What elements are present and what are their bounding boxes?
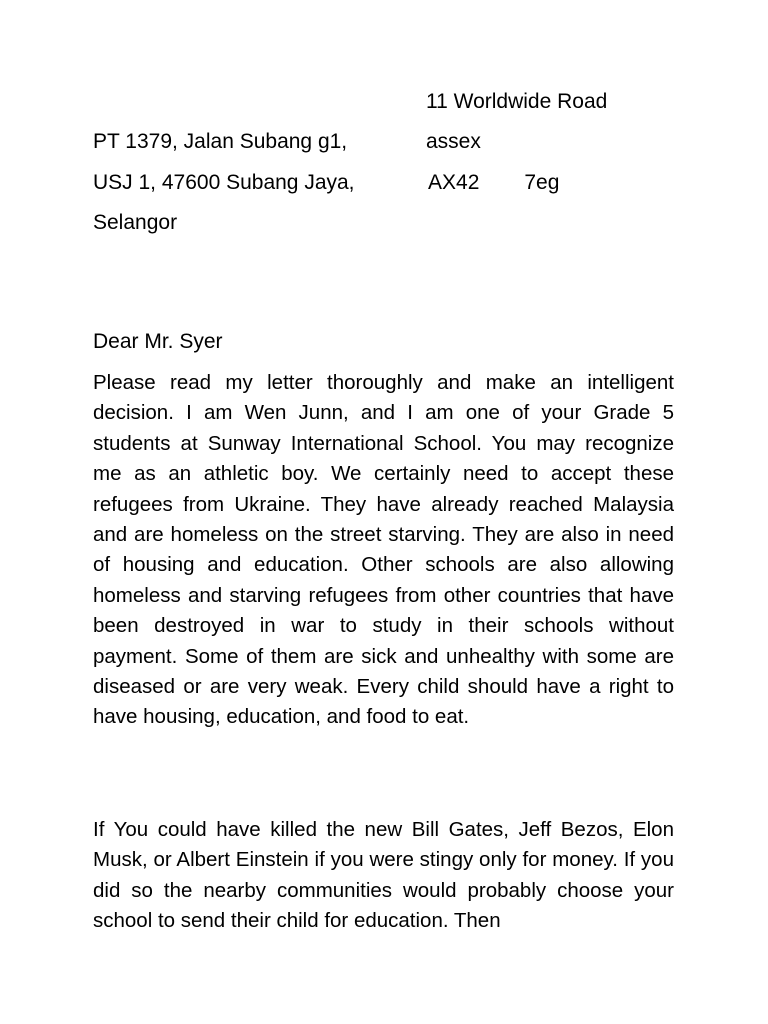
- body-paragraph-1: Please read my letter thoroughly and make an intelligent decision. I am Wen Junn, and I am one of your Grade 5 students at Sunway International School. You may recognize me as an athletic boy. We certainly need to accept these refugees from Ukraine. They have already reached Malaysia and are homeless on the street starving. They are also in need of housing and education. Other schools are also allowing homeless and starving refugees from other countries that have been destroyed in war to study in their schools without payment. Some of them are sick and unhealthy with some are diseased or are very weak. Every child should have a right to have housing, education, and food to eat.: [93, 371, 674, 729]
- sender-address-line-2: USJ 1, 47600 Subang Jaya,: [93, 171, 355, 194]
- sender-address-line-3: Selangor: [93, 211, 178, 234]
- recipient-postcode-part-1: AX42: [428, 171, 480, 194]
- body-paragraph-2: If You could have killed the new Bill Gates, Jeff Bezos, Elon Musk, or Albert Einstein if you were stingy only for money. If you did so the nearby communities would probably choose your school to send their child for education. Then: [93, 818, 674, 933]
- recipient-address-line-2: assex: [426, 130, 481, 153]
- recipient-postcode-part-2: 7eg: [524, 171, 560, 194]
- recipient-address-line-1: 11 Worldwide Road: [426, 90, 608, 113]
- recipient-postcode: [428, 171, 559, 195]
- salutation: Dear Mr. Syer: [93, 330, 223, 353]
- sender-address-line-1: PT 1379, Jalan Subang g1,: [93, 130, 348, 153]
